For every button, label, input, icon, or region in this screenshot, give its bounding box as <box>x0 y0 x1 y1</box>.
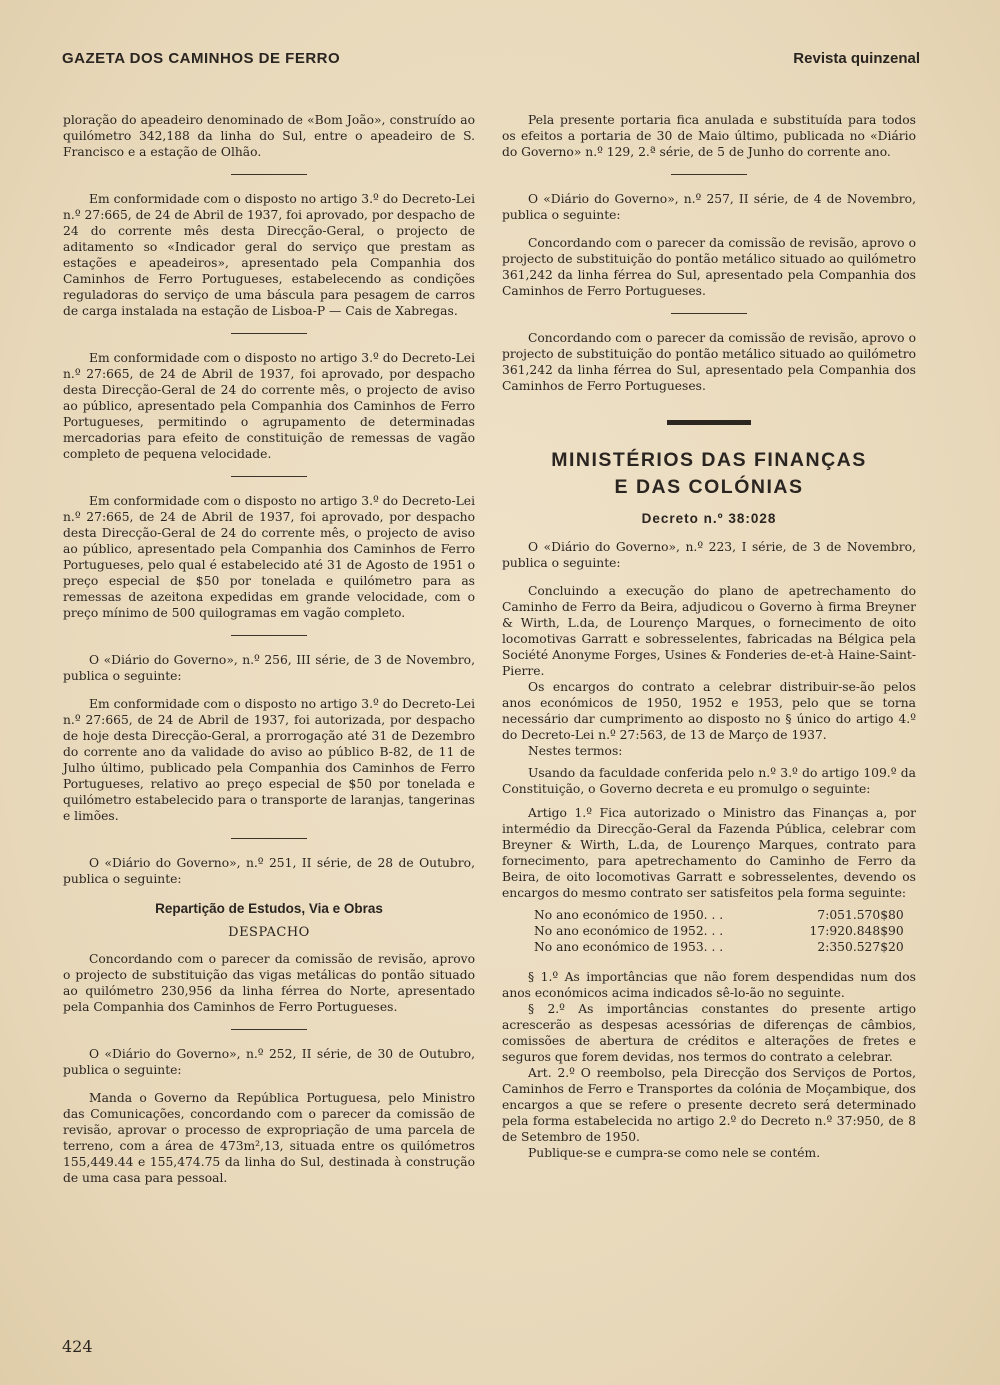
thick-rule <box>667 420 751 425</box>
separator <box>231 838 307 839</box>
separator <box>671 313 747 314</box>
paragraph: Concordando com o parecer da comissão de revisão, aprovo o projecto de substituição do pontão metálico situado ao quilómetro 361,242 da linha férrea do Sul, apresentado pela Companhia dos Caminhos de Ferro Portugueses. <box>502 331 916 393</box>
amount-dots: . . . <box>703 924 724 938</box>
spacer <box>502 571 916 583</box>
table-row <box>534 923 904 939</box>
amount-label: No ano económico de 1950 <box>534 908 704 922</box>
amounts-table <box>534 907 904 955</box>
left-column <box>63 112 475 1186</box>
amount-label: No ano económico de 1953 <box>534 940 704 954</box>
spacer <box>63 1078 475 1090</box>
paragraph: O «Diário do Governo», n.º 223, I série, de 3 de Novembro, publica o seguinte: <box>502 540 916 570</box>
spacer <box>63 684 475 696</box>
amount-dots: . . . <box>703 908 724 922</box>
paragraph: § 1.º As importâncias que não forem despendidas num dos anos económicos acima indicados sê-lo-ão no seguinte. <box>502 970 916 1000</box>
table-row <box>534 907 904 923</box>
paragraph: Concordando com o parecer da comissão de revisão, aprovo o projecto de substituição do pontão metálico situado ao quilómetro 361,242 da linha férrea do Sul, apresentado pela Companhia dos Caminhos de Ferro Portugueses. <box>502 236 916 298</box>
separator <box>671 174 747 175</box>
paragraph: O «Diário do Governo», n.º 257, II série, de 4 de Novembro, publica o seguinte: <box>502 192 916 222</box>
journal-subtitle: Revista quinzenal <box>793 50 920 67</box>
spacer <box>502 797 916 805</box>
despacho-heading: DESPACHO <box>228 925 310 940</box>
ministry-line-2: E DAS COLÓNIAS <box>614 476 804 498</box>
paragraph: Em conformidade com o disposto no artigo 3.º do Decreto-Lei n.º 27:665, de 24 de Abril de 1937, foi aprovado, por despacho desta Direcção-Geral de 24 do corrente mês, o projecto de aviso ao público, apresentado pela Companhia dos Caminhos de Ferro Portugueses, permitindo o agrupamento de determinadas mercadorias para efeito de constituição de remessas de vagão completo de pequena velocidade. <box>63 351 475 461</box>
decree-title: Decreto n.º 38:028 <box>641 511 777 526</box>
amount-label: No ano económico de 1952 <box>534 924 704 938</box>
paragraph: Publique-se e cumpra-se como nele se contém. <box>528 1146 821 1160</box>
paragraph: Os encargos do contrato a celebrar distribuir-se-ão pelos anos económicos de 1950, 1952 e 1953, pelo que se torna necessário dar cumprimento ao disposto no § único do artigo 4.º do Decreto-Lei n.º 27:563, de 13 de Março de 1937. <box>502 680 916 742</box>
table-row <box>534 939 904 955</box>
separator <box>231 635 307 636</box>
separator <box>231 476 307 477</box>
spacer <box>502 223 916 235</box>
paragraph: Artigo 1.º Fica autorizado o Ministro das Finanças a, por intermédio da Direcção-Geral da Fazenda Pública, celebrar com Breyner & Wirth, L.da, de Lourenço Marques, contrato para fornecimento, para apetrechamento do Caminho de Ferro da Beira, de oito locomotivas Garratt e sobresselentes, devendo os encargos do mesmo contrato ser satisfeitos pela forma seguinte: <box>502 806 916 900</box>
section-heading: Repartição de Estudos, Via e Obras <box>155 901 383 916</box>
ministry-heading <box>502 447 916 501</box>
journal-title: GAZETA DOS CAMINHOS DE FERRO <box>62 50 341 67</box>
page-number: 424 <box>62 1337 93 1356</box>
separator <box>231 333 307 334</box>
right-column <box>502 112 916 1161</box>
paragraph: O «Diário do Governo», n.º 256, III série, de 3 de Novembro, publica o seguinte: <box>63 653 475 683</box>
paragraph: Em conformidade com o disposto no artigo 3.º do Decreto-Lei n.º 27:665, de 24 de Abril de 1937, foi autorizada, por despacho de hoje desta Direcção-Geral, a prorrogação até 31 de Dezembro do corrente ano da validade do aviso ao público B-82, de 11 de Julho último, publicado pela Companhia dos Caminhos de Ferro Portugueses, relativo ao preço especial de $50 por tonelada e quilómetro estabelecido para o transporte de laranjas, tangerinas e limões. <box>63 697 475 823</box>
separator <box>231 1029 307 1030</box>
ministry-line-1: MINISTÉRIOS DAS FINANÇAS <box>551 449 867 471</box>
paragraph: Em conformidade com o disposto no artigo 3.º do Decreto-Lei n.º 27:665, de 24 de Abril de 1937, foi aprovado, por despacho desta Direcção-Geral de 24 do corrente mês, o projecto de aviso ao público, apresentado pela Companhia dos Caminhos de Ferro Portugueses, pelo qual é estabelecido até 31 de Agosto de 1951 o preço especial de $50 por tonelada e quilómetro para as remessas de azeitona expedidas em grande velocidade, com o preço mínimo de 500 quilogramas em vagão completo. <box>63 494 475 620</box>
paragraph: Concluindo a execução do plano de apetrechamento do Caminho de Ferro da Beira, adjudicou o Governo à firma Breyner & Wirth, L.da, de Lourenço Marques, o fornecimento de oito locomotivas Garratt e sobresselentes, fabricadas na Bélgica pela Société Anonyme Forges, Usines & Fonderies de-et-à Haine-Saint-Pierre. <box>502 584 916 678</box>
paragraph: ploração do apeadeiro denominado de «Bom João», construído ao quilómetro 342,188 da linha do Sul, entre o apeadeiro de S. Francisco e a estação de Olhão. <box>63 113 475 159</box>
paragraph: Art. 2.º O reembolso, pela Direcção dos Serviços de Portos, Caminhos de Ferro e Transportes da colónia de Moçambique, dos encargos a que se refere o presente decreto será determinado pela forma estabelecida no artigo 2.º do Decreto n.º 37:950, de 8 de Setembro de 1950. <box>502 1066 916 1144</box>
paragraph: Em conformidade com o disposto no artigo 3.º do Decreto-Lei n.º 27:665, de 24 de Abril de 1937, foi aprovado, por despacho de 24 do corrente mês desta Direcção-Geral, o projecto de aditamento so «Indicador geral do serviço que prestam as estações e apeadeiros», apresentado pela Companhia dos Caminhos de Ferro Portugueses, estabelecendo as condições reguladoras do serviço de uma báscula para pesagem de carros de carga instalada na estação de Lisboa-P — Cais de Xabregas. <box>63 192 475 318</box>
paragraph: Pela presente portaria fica anulada e substituída para todos os efeitos a portaria de 30 de Maio último, publicada no «Diário do Governo» n.º 129, 2.ª série, de 5 de Junho do corrente ano. <box>502 113 916 159</box>
paragraph: Manda o Governo da República Portuguesa, pelo Ministro das Comunicações, concordando com o parecer da comissão de revisão, aprovar o processo de expropriação de uma parcela de terreno, com a área de 473m²,13, situada entre os quilómetros 155,449.44 e 155,474.75 da linha do Sul, destinada à construção de uma casa para pessoal. <box>63 1091 475 1185</box>
amount-value: 2:350.527$20 <box>817 940 904 954</box>
paragraph: O «Diário do Governo», n.º 251, II série, de 28 de Outubro, publica o seguinte: <box>63 856 475 886</box>
amount-dots: . . . <box>703 940 724 954</box>
paragraph: Concordando com o parecer da comissão de revisão, aprovo o projecto de substituição das vigas metálicas do pontão situado ao quilómetro 230,956 da linha férrea do Norte, apresentado pela Companhia dos Caminhos de Ferro Portugueses. <box>63 952 475 1014</box>
paragraph: Nestes termos: <box>528 744 623 758</box>
amount-value: 7:051.570$80 <box>817 908 904 922</box>
amount-value: 17:920.848$90 <box>809 924 904 938</box>
running-header <box>62 50 920 72</box>
paragraph: Usando da faculdade conferida pelo n.º 3.º do artigo 109.º da Constituição, o Governo decreta e eu promulgo o seguinte: <box>502 766 916 796</box>
paragraph: § 2.º As importâncias constantes do presente artigo acrescerão as despesas acessórias de diferenças de câmbios, comissões de abertura de créditos e alterações de fretes e seguros que forem devidas, nos termos do contrato a celebrar. <box>502 1002 916 1064</box>
separator <box>231 174 307 175</box>
paragraph: O «Diário do Governo», n.º 252, II série, de 30 de Outubro, publica o seguinte: <box>63 1047 475 1077</box>
